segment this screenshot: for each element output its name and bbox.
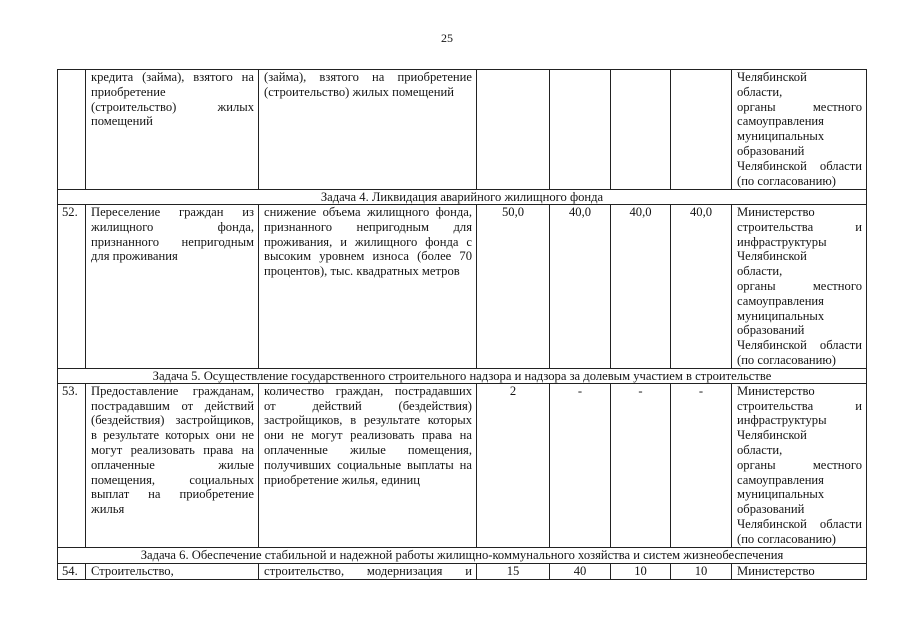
row-number: 53. — [62, 383, 78, 398]
page-number: 25 — [441, 31, 453, 45]
value-cell: 15 — [477, 563, 550, 579]
executor-line: самоуправления — [737, 472, 824, 487]
task-heading: Задача 4. Ликвидация аварийного жилищного фонда — [58, 190, 867, 205]
indicator-line: получивших социальные выплаты на — [264, 457, 472, 472]
value-cell — [611, 70, 671, 190]
event-cell — [86, 383, 259, 547]
event-line: Строительство, — [91, 563, 174, 578]
indicator-cell — [259, 383, 477, 547]
executor-cell — [732, 383, 867, 547]
event-cell — [86, 205, 259, 369]
executor-line: Челябинской — [737, 70, 807, 84]
indicator-line: от действий (бездействия) — [264, 398, 472, 413]
event-cell — [86, 70, 259, 190]
executor-line: органы местного — [737, 278, 862, 293]
task-row — [58, 547, 867, 563]
value-cell: - — [671, 383, 732, 547]
executor-cell — [732, 563, 867, 579]
value-cell — [477, 70, 550, 190]
indicator-line: они не могут реализовать права на — [264, 428, 472, 443]
indicator-line: процентов), тыс. квадратных метров — [264, 264, 460, 279]
executor-line: (по согласованию) — [737, 173, 837, 188]
executor-line: органы местного — [737, 99, 862, 114]
executor-line: области, — [737, 442, 783, 457]
event-line: выплат на приобретение — [91, 487, 254, 502]
executor-line: области, — [737, 84, 783, 99]
row-number-cell — [58, 383, 86, 547]
indicator-line: приобретение жилья, единиц — [264, 472, 421, 487]
indicator-line: проживания, и жилищного фонда с — [264, 234, 472, 249]
executor-line: Челябинской области — [737, 338, 862, 353]
indicator-line: оплаченные жилые помещения, — [264, 442, 472, 457]
event-line: Переселение граждан из — [91, 205, 254, 219]
indicator-line: строительство, модернизация и — [264, 563, 472, 578]
value-cell: 10 — [611, 563, 671, 579]
event-line: оплаченные жилые — [91, 457, 254, 472]
row-number-cell — [58, 563, 86, 579]
executor-line: Министерство — [737, 383, 815, 398]
table-row — [58, 70, 867, 190]
row-number: 52. — [62, 205, 78, 219]
event-line: признанного непригодным — [91, 234, 254, 249]
executor-line: муниципальных — [737, 487, 825, 502]
event-line: приобретение — [91, 84, 166, 99]
event-line: жилищного фонда, — [91, 219, 254, 234]
executor-line: Челябинской — [737, 428, 807, 443]
event-line: кредита (займа), взятого на — [91, 70, 254, 84]
indicator-line: застройщиков, в результате которых — [264, 413, 472, 428]
event-line: для проживания — [91, 249, 178, 264]
task-heading: Задача 6. Обеспечение стабильной и надежной работы жилищно-коммунального хозяйства и систем жизнеобеспечения — [58, 547, 867, 563]
executor-line: (по согласованию) — [737, 531, 837, 546]
indicator-line: признанного непригодным для — [264, 219, 472, 234]
task-heading: Задача 5. Осуществление государственного строительного надзора и надзора за долевым участием в строительстве — [58, 368, 867, 383]
executor-cell — [732, 70, 867, 190]
indicator-line: снижение объема жилищного фонда, — [264, 205, 472, 219]
indicator-line: (строительство) жилых помещений — [264, 84, 454, 99]
event-line: в результате которых они не — [91, 428, 254, 443]
table-row — [58, 205, 867, 369]
executor-line: муниципальных — [737, 308, 825, 323]
indicator-cell — [259, 205, 477, 369]
row-number: 54. — [62, 563, 78, 578]
event-line: Предоставление гражданам, — [91, 383, 254, 398]
value-cell: 40,0 — [671, 205, 732, 369]
event-line: (строительство) жилых — [91, 99, 254, 114]
indicator-line: количество граждан, пострадавших — [264, 383, 472, 398]
task-row — [58, 190, 867, 205]
executor-line: Министерство — [737, 205, 815, 219]
value-cell: 50,0 — [477, 205, 550, 369]
executor-line: Министерство — [737, 563, 815, 578]
value-cell: - — [550, 383, 611, 547]
value-cell: 40,0 — [550, 205, 611, 369]
document-table — [57, 69, 867, 580]
table-row — [58, 563, 867, 579]
event-line: (бездействия) застройщиков, — [91, 413, 254, 428]
value-cell: - — [611, 383, 671, 547]
executor-line: Челябинской — [737, 249, 807, 264]
row-number-cell — [58, 205, 86, 369]
executor-line: (по согласованию) — [737, 352, 837, 367]
executor-line: образований — [737, 502, 805, 517]
value-cell: 40 — [550, 563, 611, 579]
executor-cell — [732, 205, 867, 369]
value-cell: 2 — [477, 383, 550, 547]
executor-line: строительства и — [737, 398, 862, 413]
executor-line: муниципальных — [737, 129, 825, 144]
executor-line: образований — [737, 323, 805, 338]
value-cell — [671, 70, 732, 190]
indicator-line: высоким уровнем износа (более 70 — [264, 249, 472, 264]
executor-line: инфраструктуры — [737, 234, 827, 249]
event-cell — [86, 563, 259, 579]
table-body — [58, 70, 867, 580]
executor-line: образований — [737, 143, 805, 158]
event-line: могут реализовать права на — [91, 442, 254, 457]
executor-line: области, — [737, 264, 783, 279]
value-cell: 40,0 — [611, 205, 671, 369]
event-line: жилья — [91, 502, 125, 517]
indicator-line: (займа), взятого на приобретение — [264, 70, 472, 84]
indicator-cell — [259, 563, 477, 579]
event-line: помещения, социальных — [91, 472, 254, 487]
executor-line: инфраструктуры — [737, 413, 827, 428]
row-number-cell — [58, 70, 86, 190]
executor-line: Челябинской области — [737, 158, 862, 173]
event-line: пострадавшим от действий — [91, 398, 254, 413]
event-line: помещений — [91, 114, 153, 129]
task-row — [58, 368, 867, 383]
executor-line: самоуправления — [737, 293, 824, 308]
value-cell — [550, 70, 611, 190]
value-cell: 10 — [671, 563, 732, 579]
executor-line: Челябинской области — [737, 516, 862, 531]
table-row — [58, 383, 867, 547]
executor-line: органы местного — [737, 457, 862, 472]
executor-line: самоуправления — [737, 114, 824, 129]
executor-line: строительства и — [737, 219, 862, 234]
indicator-cell — [259, 70, 477, 190]
